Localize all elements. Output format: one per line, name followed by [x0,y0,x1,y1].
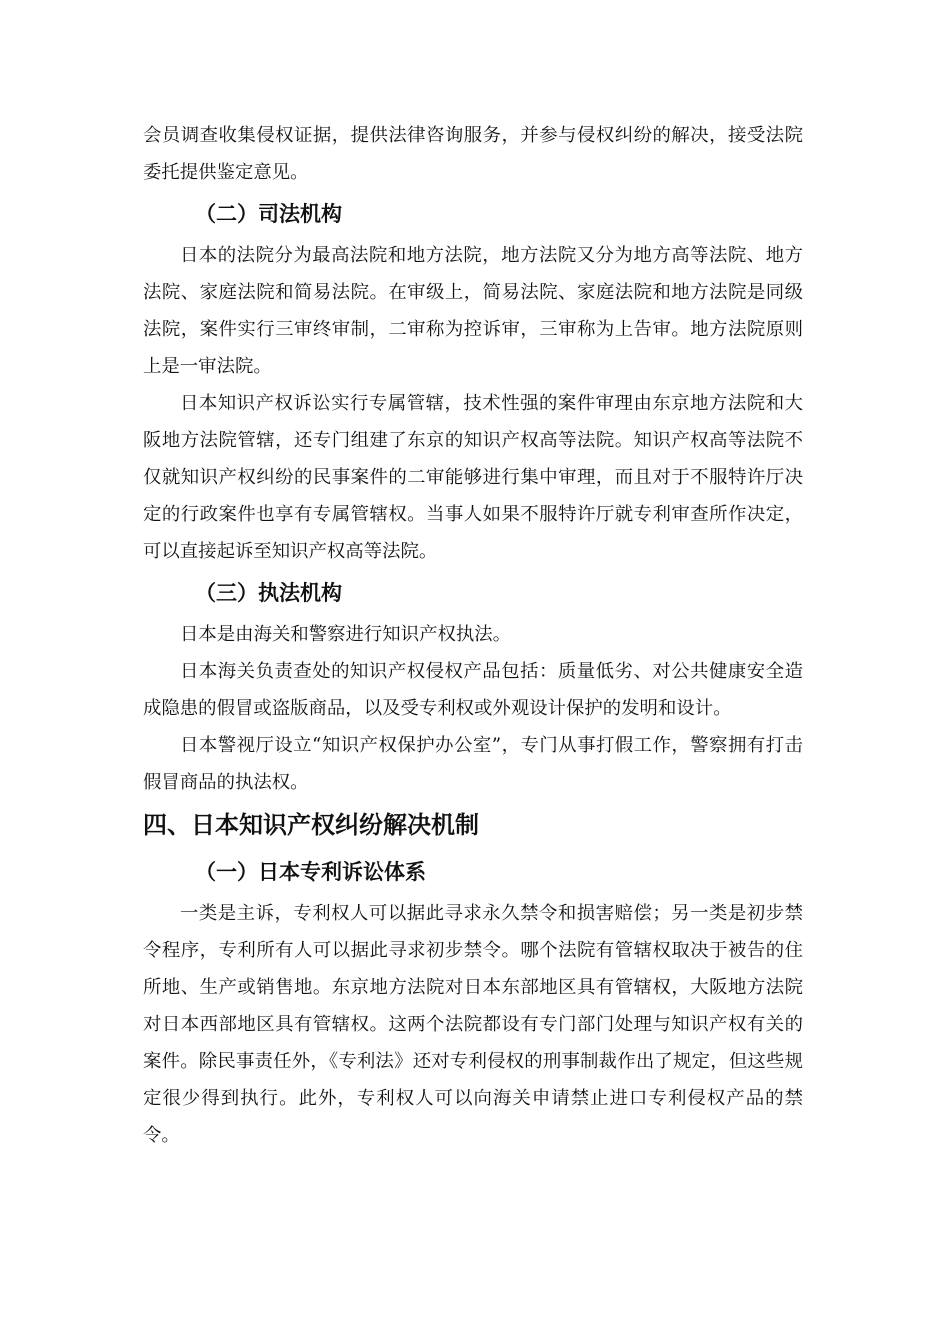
heading-section-4: 四、日本知识产权纠纷解决机制 [143,811,479,839]
paragraph-patent-1: 一类是主诉，专利权人可以据此寻求永久禁令和损害赔偿；另一类是初步禁令程序，专利所有人可以据此寻求初步禁令。哪个法院有管辖权取决于被告的住所地、生产或销售地。东京地方法院对日本东部地区具有管辖权，大阪地方法院对日本西部地区具有管辖权。这两个法院都设有专门部门处理与知识产权有关的案件。除民事责任外，《专利法》还对专利侵权的刑事制裁作出了规定，但这些规定很少得到执行。此外，专利权人可以向海关申请禁止进口专利侵权产品的禁令。 [143,903,803,1146]
document-body [143,117,803,1154]
heading-judicial-institutions: （二）司法机构 [195,202,342,226]
paragraph-enforcement-2: 日本海关负责查处的知识产权侵权产品包括：质量低劣、对公共健康安全造成隐患的假冒或盗版商品，以及受专利权或外观设计保护的发明和设计。 [143,661,803,719]
heading-enforcement-institutions: （三）执法机构 [195,581,342,605]
paragraph-judicial-2: 日本知识产权诉讼实行专属管辖，技术性强的案件审理由东京地方法院和大阪地方法院管辖，还专门组建了东京的知识产权高等法院。知识产权高等法院不仅就知识产权纠纷的民事案件的二审能够进行集中审理，而且对于不服特许厅决定的行政案件也享有专属管辖权。当事人如果不服特许厅就专利审查所作决定，可以直接起诉至知识产权高等法院。 [143,393,803,562]
paragraph-enforcement-1: 日本是由海关和警察进行知识产权执法。 [180,624,512,645]
paragraph-enforcement-3: 日本警视厅设立“知识产权保护办公室”，专门从事打假工作，警察拥有打击假冒商品的执法权。 [143,735,803,793]
heading-patent-litigation: （一）日本专利诉讼体系 [195,860,426,884]
paragraph-judicial-1: 日本的法院分为最高法院和地方法院，地方法院又分为地方高等法院、地方法院、家庭法院和简易法院。在审级上，简易法院、家庭法院和地方法院是同级法院，案件实行三审终审制，二审称为控诉审，三审称为上告审。地方法院原则上是一审法院。 [143,245,803,377]
paragraph-continuation: 会员调查收集侵权证据，提供法律咨询服务，并参与侵权纠纷的解决，接受法院委托提供鉴定意见。 [143,125,803,183]
